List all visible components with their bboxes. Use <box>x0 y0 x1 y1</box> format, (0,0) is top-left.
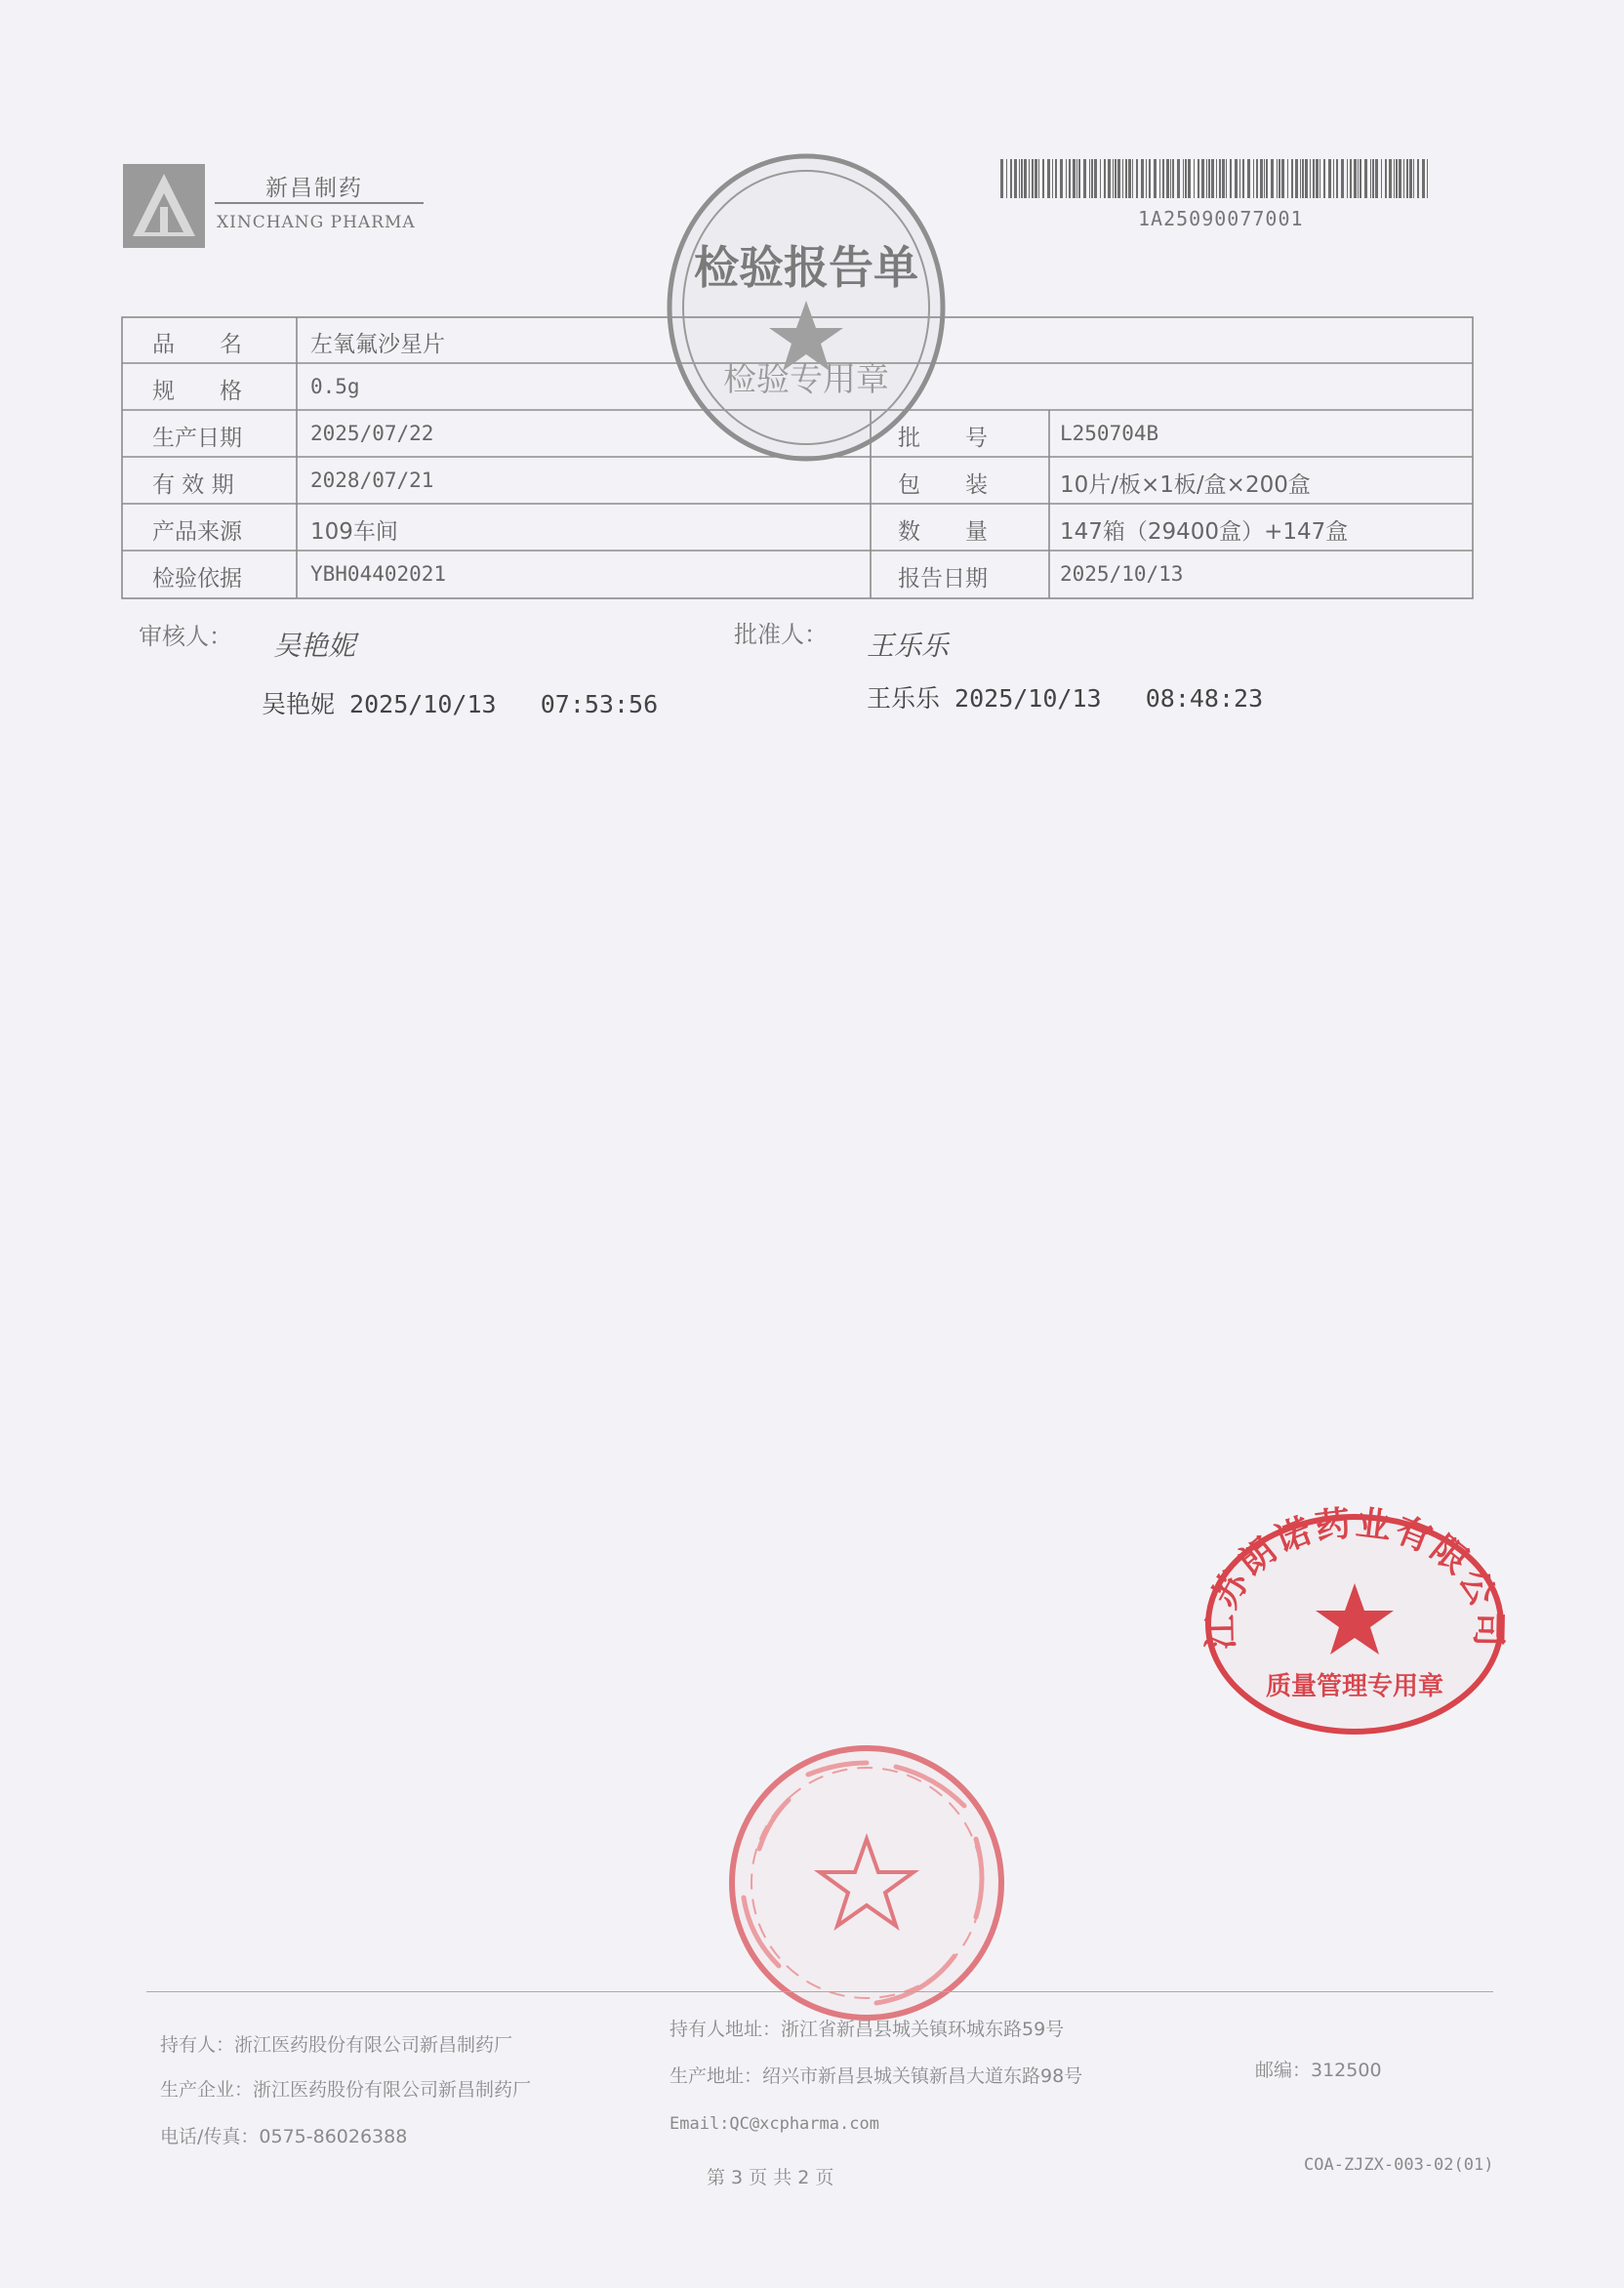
spec-label: 规 格 <box>152 379 242 404</box>
reviewer-label: 审核人： <box>139 623 232 650</box>
source-value: 109车间 <box>310 519 398 545</box>
document-code: COA-ZJZX-003-02(01) <box>1304 2155 1494 2175</box>
source-label: 产品来源 <box>152 519 242 545</box>
spec-value: 0.5g <box>310 375 360 398</box>
basis-value: YBH04402021 <box>310 562 447 586</box>
packaging-value: 10片/板×1板/盒×200盒 <box>1060 472 1311 498</box>
report-date-label: 报告日期 <box>898 566 988 592</box>
batch-label: 批 号 <box>898 426 988 451</box>
logo-english-name: XINCHANG PHARMA <box>217 213 416 232</box>
stamp-subtitle: 检验专用章 <box>723 360 889 399</box>
xinchang-logo-icon <box>123 164 205 248</box>
footer-divider <box>146 1991 1493 1992</box>
expiry-value: 2028/07/21 <box>310 469 434 492</box>
footer-holder: 持有人：浙江医药股份有限公司新昌制药厂 <box>160 2034 513 2056</box>
page-number: 第 3 页 共 2 页 <box>707 2167 834 2188</box>
manufacturer-round-seal <box>720 1741 1013 2024</box>
approver-signoff: 王乐乐 2025/10/13 08:48:23 <box>867 684 1264 713</box>
footer-phone: 电话/传真：0575-86026388 <box>160 2126 408 2147</box>
footer-email: Email:QC@xcpharma.com <box>670 2114 879 2134</box>
footer-manufacturer: 生产企业：浙江医药股份有限公司新昌制药厂 <box>160 2079 532 2101</box>
mfg-date-label: 生产日期 <box>152 426 242 451</box>
product-name-value: 左氧氟沙星片 <box>310 332 445 357</box>
logo-chinese-name: 新昌制药 <box>265 176 363 201</box>
seal-company-name: 江苏朗诺药业有限公司 <box>1200 1503 1509 1651</box>
seal-subtitle: 质量管理专用章 <box>1265 1672 1444 1701</box>
batch-value: L250704B <box>1060 422 1159 445</box>
quantity-label: 数 量 <box>898 519 988 545</box>
approver-signature: 王乐乐 <box>867 630 950 662</box>
approver-label: 批准人： <box>734 621 828 648</box>
product-name-label: 品 名 <box>152 332 242 357</box>
expiry-label: 有 效 期 <box>152 472 234 498</box>
logo-divider <box>215 202 424 204</box>
packaging-label: 包 装 <box>898 472 988 498</box>
barcode-number: 1A25090077001 <box>1138 207 1304 230</box>
mfg-date-value: 2025/07/22 <box>310 422 434 445</box>
quantity-value: 147箱（29400盒）+147盒 <box>1060 519 1349 545</box>
footer-production-address: 生产地址：绍兴市新昌县城关镇新昌大道东路98号 <box>670 2065 1083 2087</box>
inspection-report-stamp <box>660 146 953 469</box>
basis-label: 检验依据 <box>152 566 242 592</box>
footer-holder-address: 持有人地址：浙江省新昌县城关镇环城东路59号 <box>670 2019 1065 2040</box>
report-date-value: 2025/10/13 <box>1060 562 1184 586</box>
footer-zip: 邮编：312500 <box>1255 2060 1382 2081</box>
company-quality-seal <box>1198 1503 1511 1737</box>
barcode <box>1000 159 1434 198</box>
reviewer-signature: 吴艳妮 <box>273 630 356 662</box>
reviewer-signoff: 吴艳妮 2025/10/13 07:53:56 <box>262 690 659 718</box>
stamp-title: 检验报告单 <box>694 241 918 294</box>
